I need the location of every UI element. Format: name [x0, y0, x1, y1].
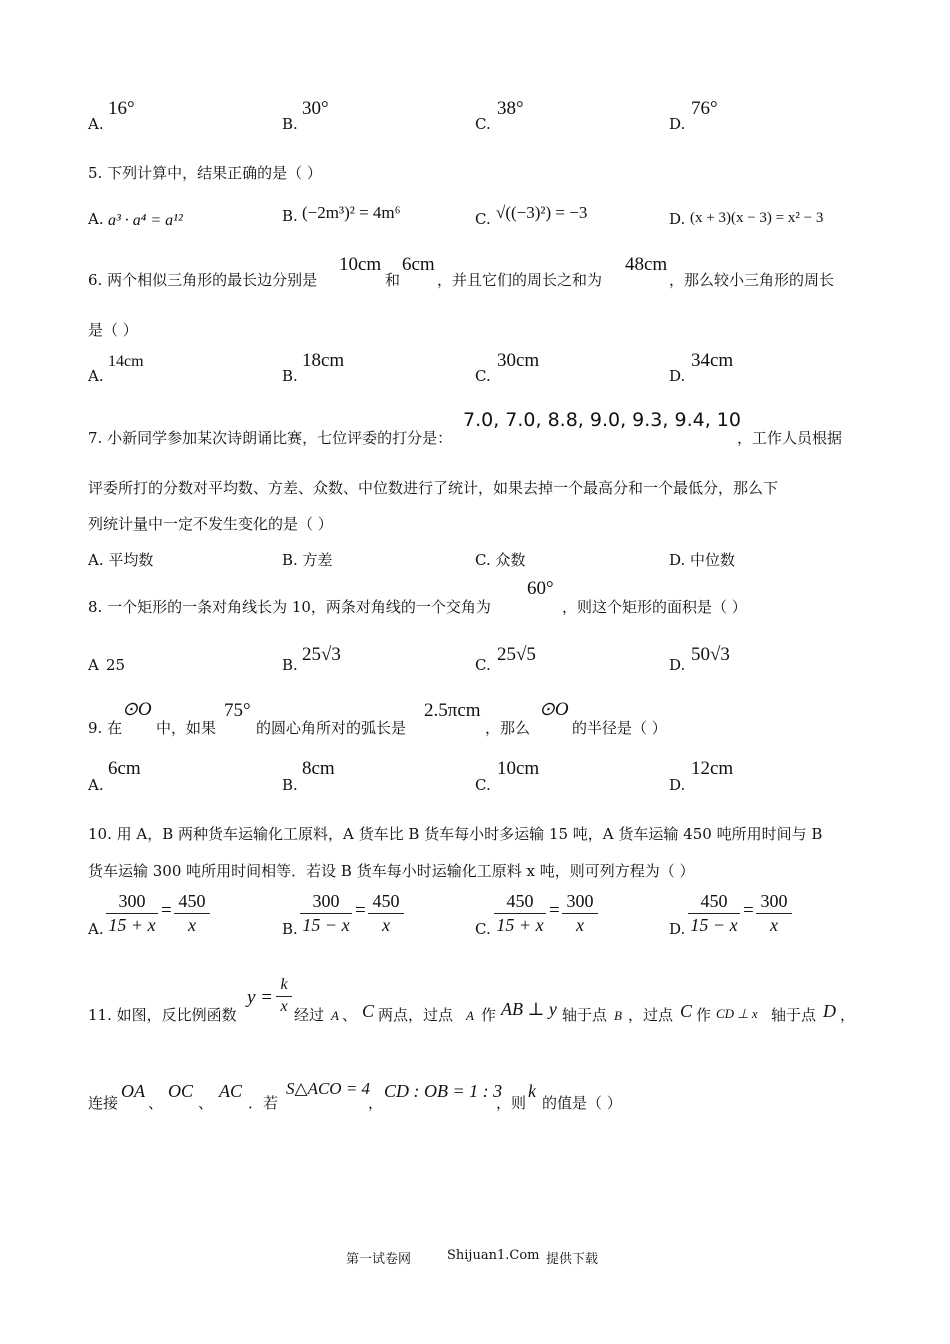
q11-stem-part6: ，过点: [628, 1006, 674, 1024]
q10-option-d-label: D.: [669, 920, 686, 938]
numerator: k: [276, 975, 292, 997]
q8-option-b-label: B.: [282, 656, 298, 674]
q11-oa: OA: [121, 1081, 145, 1101]
q9-option-b-label: B.: [282, 776, 298, 794]
q6-option-a-label: A.: [88, 367, 104, 385]
q5-option-b-value: (−2m³)² = 4m⁶: [302, 203, 401, 222]
denominator: x: [770, 915, 778, 935]
q8-angle: 60°: [527, 578, 554, 599]
q6-m1: 10cm: [339, 254, 382, 275]
q8-option-a-value: 25: [106, 656, 126, 674]
q10-line2: 货车运输 300 吨所用时间相等．若设 B 货车每小时运输化工原料 x 吨，则可列方程为（ ）: [88, 862, 695, 880]
q5-option-d-value: (x + 3)(x − 3) = x² − 3: [690, 210, 824, 226]
q11-area: S△ACO = 4: [286, 1079, 371, 1098]
numerator: 300: [562, 890, 598, 914]
q11-stem-part9: ，: [840, 1006, 856, 1024]
q11-oc: OC: [168, 1081, 194, 1101]
q10-option-a-label: A.: [88, 920, 104, 938]
q10-option-b-label: B.: [282, 920, 298, 938]
q11-stem-part2: 经过: [294, 1006, 325, 1024]
q10-option-d-right-fraction: [756, 890, 792, 936]
q9-stem-part3: 的圆心角所对的弧长是: [256, 719, 407, 737]
q9-option-a-label: A.: [88, 776, 104, 794]
q6-stem-part4: ，那么较小三角形的周长: [669, 271, 835, 289]
q11-stem-part7: 作: [696, 1006, 712, 1024]
q9-stem-part5: 的半径是（ ）: [572, 719, 667, 737]
q11-sep1: 、: [342, 1006, 358, 1024]
q9-option-d-value: 12cm: [691, 758, 734, 779]
q11-ratio: CD : OB = 1 : 3: [384, 1081, 503, 1101]
q11-k: k: [528, 1081, 536, 1101]
q8-stem-part2: ，则这个矩形的面积是（ ）: [562, 598, 747, 616]
q7-stem-line2: 评委所打的分数对平均数、方差、众数、中位数进行了统计，如果去掉一个最高分和一个最低分，那么下: [88, 479, 779, 497]
q5-stem: 5. 下列计算中，结果正确的是（ ）: [88, 164, 322, 182]
denominator: 15 − x: [690, 915, 738, 935]
q5-option-c-value: √((−3)²) = −3: [496, 203, 588, 222]
q5-option-c-label: C.: [475, 210, 491, 228]
q4-option-a-value: 16°: [108, 98, 135, 119]
q6-option-a-value: 14cm: [108, 353, 144, 370]
q9-circle2: ⊙O: [539, 699, 569, 720]
denominator: x: [188, 915, 196, 935]
q4-option-d-value: 76°: [691, 98, 718, 119]
q11-func-fraction: [276, 975, 292, 1017]
q11-ab-perp: AB ⊥ y: [501, 999, 557, 1019]
q8-option-c-value: 25√5: [497, 644, 536, 665]
q10-option-b-right-fraction: [368, 890, 404, 936]
q7-stem-line3: 列统计量中一定不发生变化的是（ ）: [88, 515, 333, 533]
q11-line2-part1: 连接: [88, 1094, 119, 1112]
q9-option-b-value: 8cm: [302, 758, 335, 779]
q9-stem-part4: ，那么: [485, 719, 531, 737]
denominator: x: [382, 915, 390, 935]
q11-sep2: 、: [148, 1094, 164, 1112]
q11-point-a2: A: [466, 1008, 474, 1023]
q11-cd-perp: CD ⊥ x: [716, 1006, 758, 1021]
q4-option-c-value: 38°: [497, 98, 524, 119]
q10-option-a-left-fraction: [106, 890, 158, 936]
q11-ac: AC: [219, 1081, 243, 1101]
q6-option-d-value: 34cm: [691, 350, 734, 371]
equals-sign: =: [743, 900, 754, 921]
q4-option-b-label: B.: [282, 115, 298, 133]
q6-stem-part1: 6. 两个相似三角形的最长边分别是: [88, 271, 318, 289]
denominator: 15 + x: [108, 915, 156, 935]
footer-download: 提供下载: [546, 1252, 599, 1267]
q9-angle: 75°: [224, 700, 251, 721]
q6-option-b-label: B.: [282, 367, 298, 385]
q11-line2-part3: ，则: [496, 1094, 527, 1112]
footer-site-name: 第一试卷网: [346, 1252, 412, 1267]
numerator: 300: [300, 890, 352, 914]
numerator: 450: [368, 890, 404, 914]
q9-option-c-label: C.: [475, 776, 491, 794]
equals-sign: =: [355, 900, 366, 921]
q8-option-c-label: C.: [475, 656, 491, 674]
q9-option-a-value: 6cm: [108, 758, 141, 779]
denominator: x: [280, 998, 288, 1015]
numerator: 300: [756, 890, 792, 914]
q11-point-b: B: [614, 1008, 622, 1023]
q4-option-a-label: A.: [88, 115, 104, 133]
q6-option-b-value: 18cm: [302, 350, 345, 371]
q11-point-c2: C: [680, 1001, 693, 1021]
q6-stem-part2: 和: [385, 271, 401, 289]
q5-option-a-label: A.: [88, 210, 104, 228]
equals-sign: =: [161, 900, 172, 921]
q7-stem-part1: 7. 小新同学参加某次诗朗诵比赛，七位评委的打分是：: [88, 429, 453, 447]
q10-option-d-left-fraction: [688, 890, 740, 936]
q9-stem-part1: 9. 在: [88, 719, 123, 737]
q9-option-c-value: 10cm: [497, 758, 540, 779]
q11-line2-part2: ．若: [248, 1094, 279, 1112]
q10-option-a-right-fraction: [174, 890, 210, 936]
q10-option-c-right-fraction: [562, 890, 598, 936]
q4-option-b-value: 30°: [302, 98, 329, 119]
q10-option-c-label: C.: [475, 920, 491, 938]
q11-point-a: A: [331, 1008, 339, 1023]
numerator: 450: [174, 890, 210, 914]
q7-option-d: D. 中位数: [669, 551, 736, 569]
q11-stem-part8: 轴于点: [771, 1006, 817, 1024]
q8-option-b-value: 25√3: [302, 644, 341, 665]
q5-option-b-label: B.: [282, 207, 298, 225]
q11-stem-part1: 11. 如图，反比例函数: [88, 1006, 237, 1024]
footer-site-url: Shijuan1.Com: [447, 1248, 540, 1263]
q11-stem-part3: 两点，过点: [378, 1006, 454, 1024]
q11-line2-part4: 的值是（ ）: [542, 1094, 622, 1112]
equals-sign: =: [549, 900, 560, 921]
numerator: 450: [688, 890, 740, 914]
q7-stem-part2: ，工作人员根据: [737, 429, 843, 447]
denominator: 15 − x: [302, 915, 350, 935]
q10-line1: 10. 用 A，B 两种货车运输化工原料，A 货车比 B 货车每小时多运输 15 吨，A 货车运输 450 吨所用时间与 B: [88, 825, 823, 843]
q11-stem-part5: 轴于点: [562, 1006, 608, 1024]
q8-option-d-label: D.: [669, 656, 686, 674]
q5-option-a-value: a³ · a⁴ = a¹²: [108, 212, 183, 229]
q7-option-a: A. 平均数: [88, 551, 154, 569]
q8-option-a-label: A: [88, 656, 99, 674]
q4-option-c-label: C.: [475, 115, 491, 133]
q6-m3: 48cm: [625, 254, 668, 275]
q4-option-d-label: D.: [669, 115, 686, 133]
numerator: 450: [494, 890, 546, 914]
q11-sep3: 、: [198, 1094, 214, 1112]
q7-option-c: C. 众数: [475, 551, 526, 569]
denominator: 15 + x: [496, 915, 544, 935]
q9-arc: 2.5πcm: [424, 700, 481, 721]
q8-stem-part1: 8. 一个矩形的一条对角线长为 10，两条对角线的一个交角为: [88, 598, 491, 616]
q6-stem-part3: ，并且它们的周长之和为: [437, 271, 603, 289]
q9-option-d-label: D.: [669, 776, 686, 794]
q11-stem-part4: 作: [481, 1006, 497, 1024]
q10-option-b-left-fraction: [300, 890, 352, 936]
q6-option-c-value: 30cm: [497, 350, 540, 371]
q11-func-y: y =: [247, 987, 274, 1008]
denominator: x: [576, 915, 584, 935]
q9-circle1: ⊙O: [122, 699, 152, 720]
q11-point-c: C: [362, 1001, 375, 1021]
numerator: 300: [106, 890, 158, 914]
q9-stem-part2: 中，如果: [156, 719, 217, 737]
q6-option-d-label: D.: [669, 367, 686, 385]
q6-stem-line2: 是（ ）: [88, 321, 138, 339]
q7-option-b: B. 方差: [282, 551, 333, 569]
q11-point-d: D: [823, 1001, 836, 1021]
q5-option-d-label: D.: [669, 210, 686, 228]
q7-scores: 7.0, 7.0, 8.8, 9.0, 9.3, 9.4, 10: [463, 409, 741, 431]
q6-m2: 6cm: [402, 254, 435, 275]
q8-option-d-value: 50√3: [691, 644, 730, 665]
q10-option-c-left-fraction: [494, 890, 546, 936]
q6-option-c-label: C.: [475, 367, 491, 385]
q11-comma: ，: [368, 1094, 384, 1112]
